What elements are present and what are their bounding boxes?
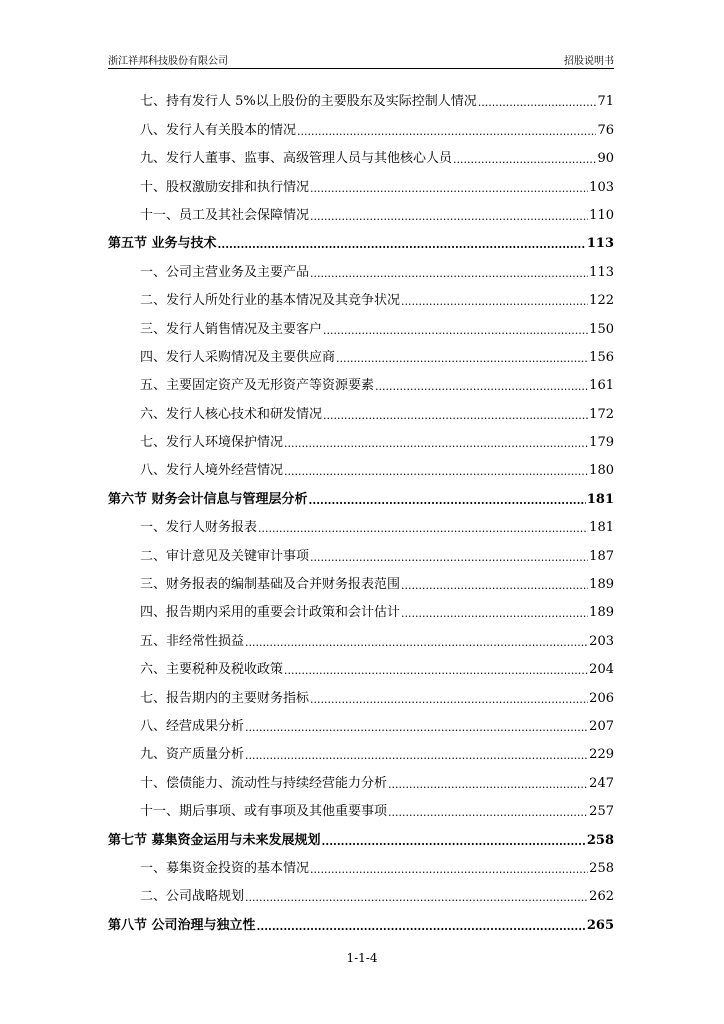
toc-entry[interactable]: [108, 254, 614, 282]
toc-entry-page: 203: [589, 633, 614, 649]
toc-leader-dots: [284, 662, 588, 678]
toc-entry-title: 一、发行人财务报表: [140, 520, 258, 536]
toc-entry[interactable]: [108, 141, 614, 169]
table-of-contents: [108, 84, 614, 936]
toc-entry-title: 一、公司主营业务及主要产品: [140, 264, 310, 280]
toc-entry[interactable]: [108, 680, 614, 708]
toc-entry-title: 十一、期后事项、或有事项及其他重要事项: [140, 804, 388, 820]
toc-entry-title: 五、非经常性损益: [140, 633, 245, 649]
toc-leader-dots: [375, 378, 588, 394]
toc-leader-dots: [245, 889, 588, 905]
toc-leader-dots: [245, 634, 588, 650]
toc-entry-title: 第五节 业务与技术: [108, 236, 217, 252]
toc-entry-page: 204: [589, 662, 614, 678]
toc-entry[interactable]: [108, 311, 614, 339]
toc-entry-title: 五、主要固定资产及无形资产等资源要素: [140, 378, 375, 394]
toc-entry-title: 第七节 募集资金运用与未来发展规划: [108, 832, 321, 848]
toc-entry[interactable]: [108, 84, 614, 112]
toc-entry-page: 257: [589, 804, 614, 820]
toc-entry-page: 262: [589, 889, 614, 905]
toc-entry-title: 七、发行人环境保护情况: [140, 435, 284, 451]
toc-entry-title: 八、发行人境外经营情况: [140, 463, 284, 479]
toc-entry[interactable]: [108, 652, 614, 680]
toc-entry[interactable]: [108, 169, 614, 197]
toc-entry-page: 172: [589, 406, 614, 422]
toc-leader-dots: [323, 322, 588, 338]
toc-section-entry[interactable]: [108, 481, 614, 509]
toc-entry-page: 103: [589, 179, 614, 195]
toc-leader-dots: [336, 350, 588, 366]
toc-entry-title: 八、发行人有关股本的情况: [140, 122, 297, 138]
toc-entry[interactable]: [108, 794, 614, 822]
toc-entry-title: 十、偿债能力、流动性与持续经营能力分析: [140, 775, 388, 791]
toc-entry-page: 207: [589, 718, 614, 734]
toc-entry-page: 110: [589, 207, 614, 223]
toc-entry[interactable]: [108, 595, 614, 623]
toc-entry-title: 二、公司战略规划: [140, 889, 245, 905]
toc-leader-dots: [245, 719, 588, 735]
toc-leader-dots: [245, 747, 588, 763]
toc-entry-title: 四、发行人采购情况及主要供应商: [140, 349, 336, 365]
toc-entry[interactable]: [108, 425, 614, 453]
toc-entry-page: 113: [589, 264, 614, 280]
company-name: 浙江祥邦科技股份有限公司: [108, 56, 228, 67]
toc-entry-title: 二、审计意见及关键审计事项: [140, 548, 310, 564]
toc-entry-title: 九、发行人董事、监事、高级管理人员与其他核心人员: [140, 151, 453, 167]
toc-entry-page: 181: [589, 520, 614, 536]
toc-entry-page: 113: [586, 236, 614, 252]
toc-entry[interactable]: [108, 396, 614, 424]
toc-entry[interactable]: [108, 340, 614, 368]
page-number: 1-1-4: [346, 951, 378, 965]
toc-entry-page: 181: [586, 491, 614, 507]
toc-entry[interactable]: [108, 453, 614, 481]
toc-entry-title: 三、发行人销售情况及主要客户: [140, 321, 323, 337]
toc-entry-page: 229: [589, 747, 614, 763]
toc-leader-dots: [257, 918, 586, 934]
toc-leader-dots: [310, 265, 588, 281]
toc-leader-dots: [258, 520, 588, 536]
toc-entry-title: 二、发行人所处行业的基本情况及其竞争状况: [140, 293, 401, 309]
toc-leader-dots: [309, 492, 586, 508]
toc-entry-page: 247: [589, 775, 614, 791]
toc-leader-dots: [284, 463, 588, 479]
toc-entry-page: 187: [589, 548, 614, 564]
toc-leader-dots: [401, 577, 588, 593]
toc-leader-dots: [310, 691, 588, 707]
toc-leader-dots: [310, 861, 588, 877]
toc-entry[interactable]: [108, 567, 614, 595]
toc-leader-dots: [453, 151, 596, 167]
toc-entry-page: 156: [589, 349, 614, 365]
toc-leader-dots: [478, 94, 597, 110]
toc-entry-title: 七、报告期内的主要财务指标: [140, 690, 310, 706]
toc-entry-title: 六、发行人核心技术和研发情况: [140, 406, 323, 422]
toc-leader-dots: [310, 549, 588, 565]
toc-entry[interactable]: [108, 765, 614, 793]
toc-entry[interactable]: [108, 709, 614, 737]
toc-entry-page: 206: [589, 690, 614, 706]
toc-leader-dots: [388, 776, 588, 792]
toc-entry-title: 一、募集资金投资的基本情况: [140, 860, 310, 876]
toc-leader-dots: [310, 180, 588, 196]
toc-leader-dots: [310, 208, 588, 224]
toc-entry-title: 三、财务报表的编制基础及合并财务报表范围: [140, 577, 401, 593]
toc-entry[interactable]: [108, 112, 614, 140]
toc-entry-title: 十、股权激励安排和执行情况: [140, 179, 310, 195]
toc-entry[interactable]: [108, 623, 614, 651]
toc-leader-dots: [297, 123, 596, 139]
toc-entry-page: 265: [586, 917, 614, 933]
toc-leader-dots: [323, 407, 588, 423]
toc-entry-page: 161: [589, 378, 614, 394]
toc-entry[interactable]: [108, 283, 614, 311]
toc-entry-title: 八、经营成果分析: [140, 718, 245, 734]
document-type: 招股说明书: [564, 56, 614, 67]
toc-entry[interactable]: [108, 368, 614, 396]
toc-entry-page: 258: [589, 860, 614, 876]
toc-entry-page: 71: [597, 94, 614, 110]
toc-leader-dots: [322, 833, 586, 849]
toc-section-entry[interactable]: [108, 822, 614, 850]
toc-leader-dots: [388, 804, 588, 820]
toc-section-entry[interactable]: [108, 907, 614, 935]
toc-entry-page: 258: [586, 832, 614, 848]
toc-section-entry[interactable]: [108, 226, 614, 254]
toc-entry-title: 四、报告期内采用的重要会计政策和会计估计: [140, 605, 401, 621]
toc-entry[interactable]: [108, 851, 614, 879]
toc-entry-title: 六、主要税种及税收政策: [140, 662, 284, 678]
toc-entry-page: 179: [589, 435, 614, 451]
toc-entry-title: 七、持有发行人 5%以上股份的主要股东及实际控制人情况: [140, 94, 477, 110]
toc-entry-page: 189: [589, 577, 614, 593]
toc-entry-page: 189: [589, 605, 614, 621]
toc-entry[interactable]: [108, 198, 614, 226]
toc-entry[interactable]: [108, 879, 614, 907]
toc-leader-dots: [401, 605, 588, 621]
toc-entry[interactable]: [108, 538, 614, 566]
toc-entry[interactable]: [108, 737, 614, 765]
toc-entry-title: 第六节 财务会计信息与管理层分析: [108, 491, 308, 507]
toc-leader-dots: [401, 293, 588, 309]
toc-entry-title: 第八节 公司治理与独立性: [108, 917, 256, 933]
toc-entry-page: 90: [597, 151, 614, 167]
toc-entry-page: 76: [597, 122, 614, 138]
toc-leader-dots: [218, 236, 586, 252]
toc-entry-page: 180: [589, 463, 614, 479]
page-header: [108, 52, 614, 69]
toc-leader-dots: [284, 435, 588, 451]
toc-entry-page: 150: [589, 321, 614, 337]
toc-entry-title: 九、资产质量分析: [140, 747, 245, 763]
toc-entry-page: 122: [589, 293, 614, 309]
toc-entry[interactable]: [108, 510, 614, 538]
toc-entry-title: 十一、员工及其社会保障情况: [140, 207, 310, 223]
